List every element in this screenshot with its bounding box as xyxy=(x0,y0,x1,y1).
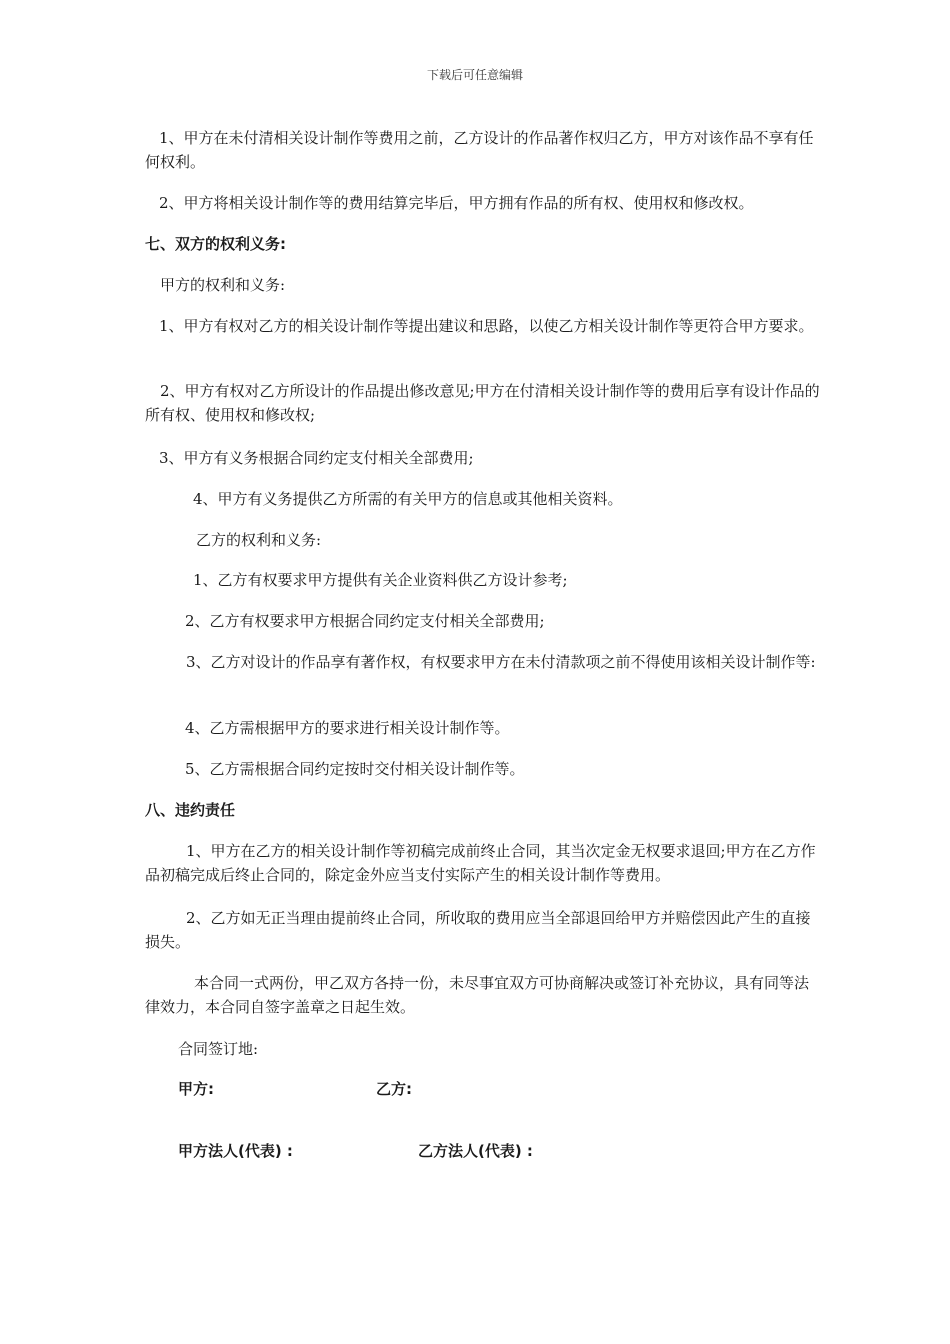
party-b-signature-label: 乙方: xyxy=(376,1080,412,1098)
clause-6-item-1: 1、甲方在未付清相关设计制作等费用之前，乙方设计的作品著作权归乙方，甲方对该作品不享有任何权利。 xyxy=(145,129,814,171)
party-a-item-4: 4、甲方有义务提供乙方所需的有关甲方的信息或其他相关资料。 xyxy=(193,490,623,508)
breach-item-1: 1、甲方在乙方的相关设计制作等初稿完成前终止合同，其当次定金无权要求退回;甲方在乙方作品初稿完成后终止合同的，除定金外应当支付实际产生的相关设计制作等费用。 xyxy=(145,842,816,884)
closing-paragraph: 本合同一式两份，甲乙双方各持一份，未尽事宜双方可协商解决或签订补充协议，具有同等法律效力，本合同自签字盖章之日起生效。 xyxy=(145,974,810,1016)
party-a-rights-heading: 甲方的权利和义务: xyxy=(160,276,286,294)
party-a-representative-label: 甲方法人(代表) : xyxy=(178,1142,293,1160)
party-a-item-3: 3、甲方有义务根据合同约定支付相关全部费用; xyxy=(159,449,474,467)
party-b-representative-label: 乙方法人(代表) : xyxy=(418,1142,533,1160)
party-a-item-2: 2、甲方有权对乙方所设计的作品提出修改意见;甲方在付清相关设计制作等的费用后享有设计作品的所有权、使用权和修改权; xyxy=(145,382,820,424)
party-a-item-1: 1、甲方有权对乙方的相关设计制作等提出建议和思路，以使乙方相关设计制作等更符合甲方要求。 xyxy=(159,317,814,335)
party-b-item-1: 1、乙方有权要求甲方提供有关企业资料供乙方设计参考; xyxy=(193,571,568,589)
party-b-item-5: 5、乙方需根据合同约定按时交付相关设计制作等。 xyxy=(185,760,525,778)
section-8-title: 八、违约责任 xyxy=(145,801,236,819)
party-b-rights-heading: 乙方的权利和义务: xyxy=(196,531,322,549)
party-b-item-2: 2、乙方有权要求甲方根据合同约定支付相关全部费用; xyxy=(185,612,545,630)
party-b-item-4: 4、乙方需根据甲方的要求进行相关设计制作等。 xyxy=(185,719,510,737)
clause-6-item-2: 2、甲方将相关设计制作等的费用结算完毕后，甲方拥有作品的所有权、使用权和修改权。 xyxy=(159,194,754,212)
signing-place: 合同签订地: xyxy=(178,1040,259,1058)
page-header: 下载后可任意编辑 xyxy=(426,68,523,82)
section-7-title: 七、双方的权利义务: xyxy=(145,235,286,253)
breach-item-2: 2、乙方如无正当理由提前终止合同，所收取的费用应当全部退回给甲方并赔偿因此产生的直接损失。 xyxy=(145,909,811,951)
party-a-signature-label: 甲方: xyxy=(178,1080,214,1098)
party-b-item-3: 3、乙方对设计的作品享有著作权，有权要求甲方在未付清款项之前不得使用该相关设计制作等: xyxy=(186,653,816,671)
